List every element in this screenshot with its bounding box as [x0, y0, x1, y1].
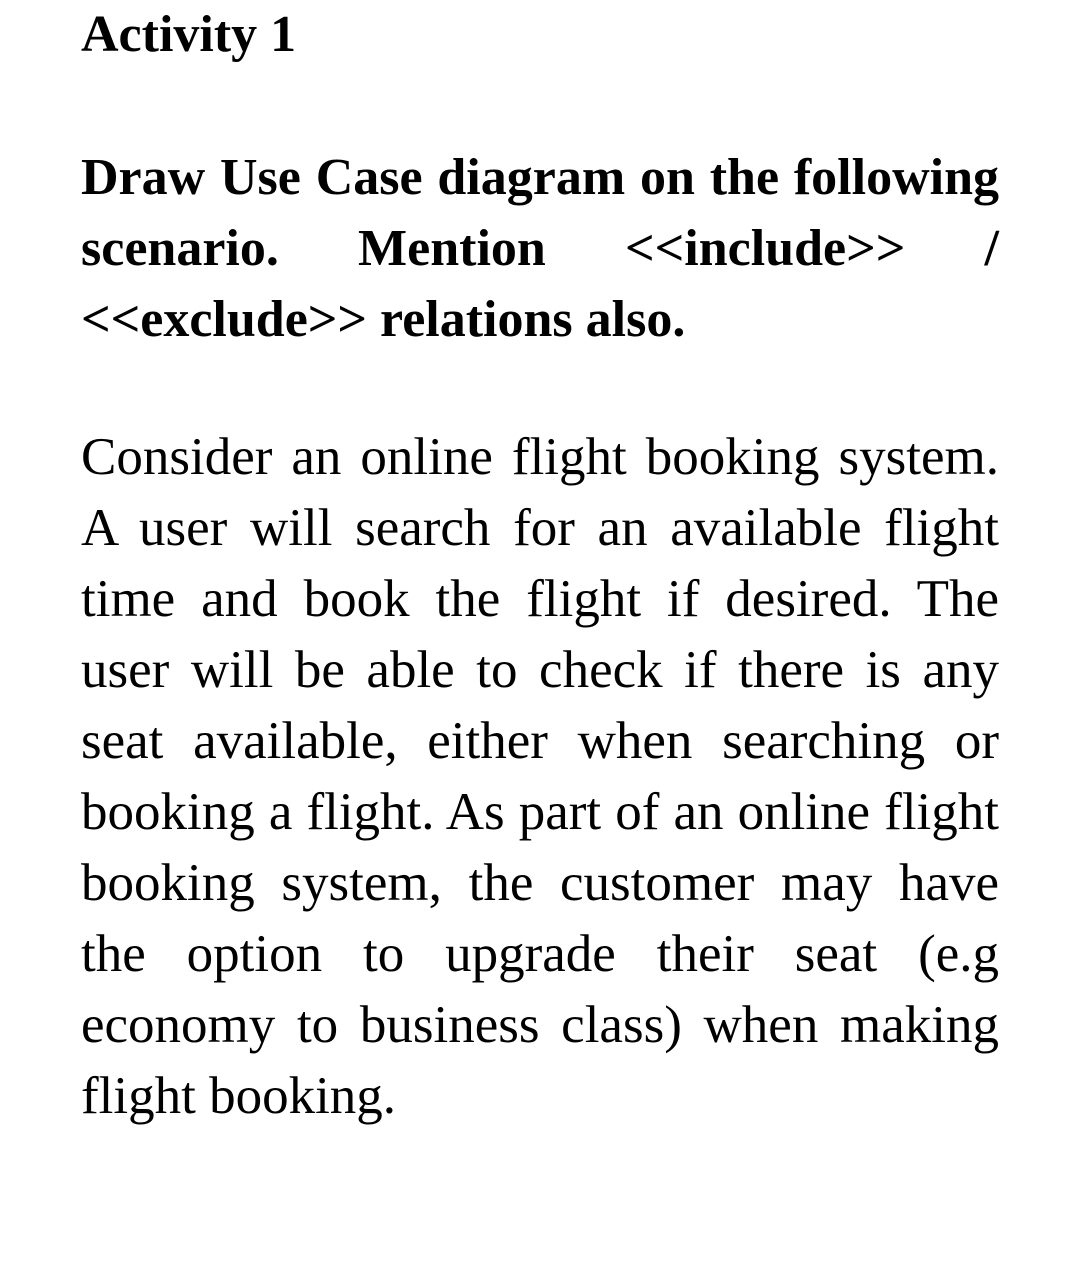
activity-heading: Activity 1	[81, 6, 297, 63]
instructions-paragraph: Draw Use Case diagram on the following scenario. Mention <<include>> / <<exclude>> relations also.	[81, 149, 999, 348]
document-page	[81, 0, 999, 1132]
scenario-paragraph: Consider an online flight booking system. A user will search for an available flight time and book the flight if desired. The user will be able to check if there is any seat available, either when searching or booking a flight. As part of an online flight booking system, the customer may have the option to upgrade their seat (e.g economy to business class) when making flight booking.	[81, 428, 999, 1125]
